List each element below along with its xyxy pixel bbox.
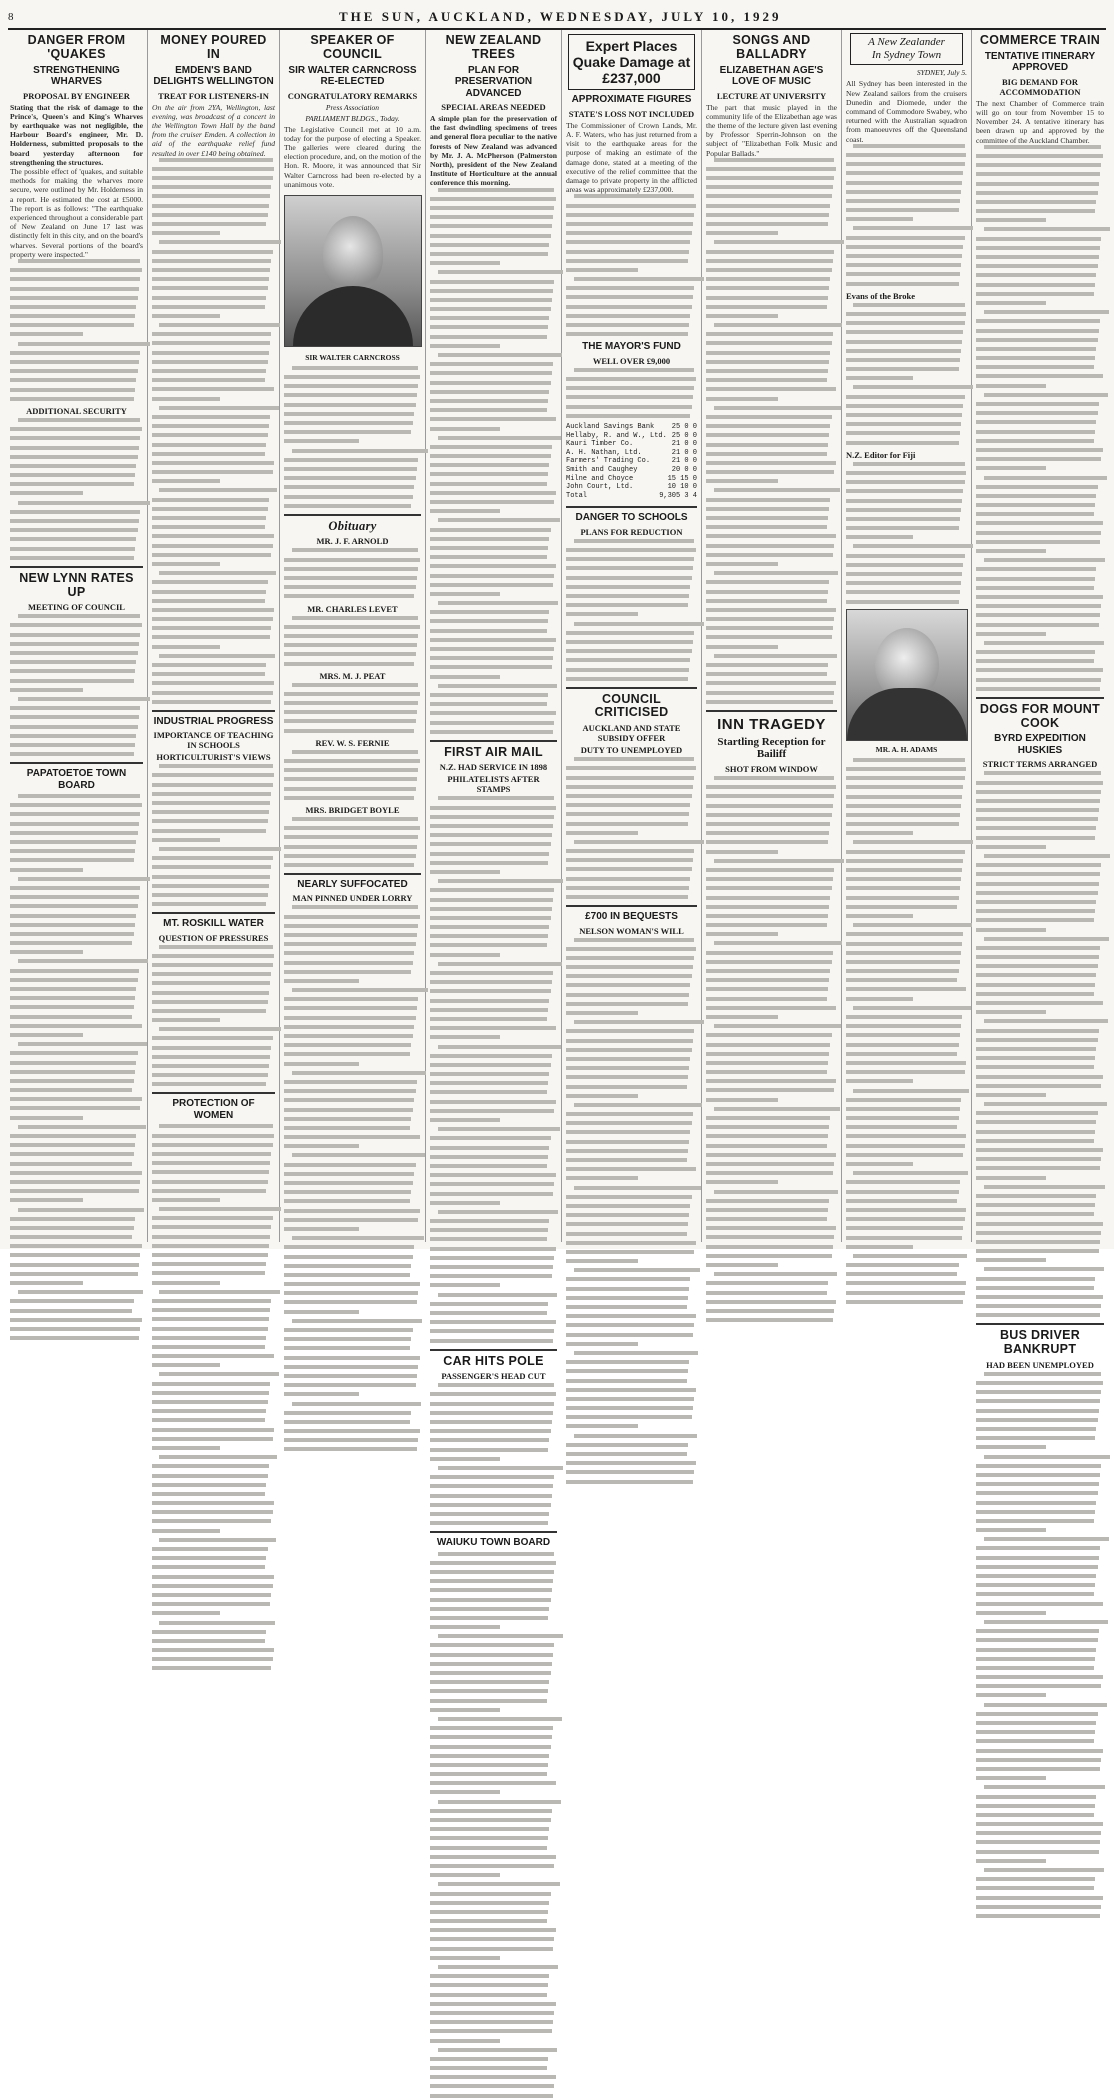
subheadline: HAD BEEN UNEMPLOYED xyxy=(986,1359,1094,1370)
subheadline: PHILATELISTS AFTER STAMPS xyxy=(447,774,540,795)
headline: WAIUKU TOWN BOARD xyxy=(436,1537,551,1549)
headline: FIRST AIR MAIL xyxy=(444,744,543,759)
article-body xyxy=(976,771,1104,1317)
obituary-name: MRS. BRIDGET BOYLE xyxy=(305,804,400,815)
subscription-amount: 25 0 0 xyxy=(671,431,697,440)
columns xyxy=(6,30,1108,1549)
headline: PAPATOETOE TOWN BOARD xyxy=(26,768,127,791)
subscription-amount: 9,305 3 4 xyxy=(659,491,697,500)
dateline: SYDNEY, July 5. xyxy=(916,68,967,78)
article-body xyxy=(566,938,697,1484)
subscription-list xyxy=(566,423,697,500)
obituary-name: MR. CHARLES LEVET xyxy=(307,603,398,614)
article-lead: The part that music played in the community life of the Elizabethan age was the theme of the lecture given last evening by Professor Sperrin-Johnson on the subject of "Elizabethan Folk Music and Popular Ballads." xyxy=(706,102,837,158)
dateline: PARLIAMENT BLDGS., Today. xyxy=(305,113,400,123)
article-lead: The next Chamber of Commerce train will go on tour from November 15 to November 24. A tentative itinerary has been drawn up and approved by the committee of the Auckland Chamber. xyxy=(976,98,1104,145)
subheadline: MEETING OF COUNCIL xyxy=(28,602,125,613)
article-body xyxy=(152,158,275,704)
photo-caption: SIR WALTER CARNCROSS xyxy=(305,352,400,362)
column-8 xyxy=(972,30,1108,1370)
subscription-amount: 21 0 0 xyxy=(671,440,697,449)
article-body xyxy=(284,616,421,666)
subscriber-name: Smith and Caughey xyxy=(566,466,638,474)
headline: COMMERCE TRAIN xyxy=(979,33,1101,47)
subheadline: IMPORTANCE OF TEACHING IN SCHOOLS xyxy=(153,730,274,751)
portrait-photo xyxy=(846,609,968,741)
subheadline: THE MAYOR'S FUND xyxy=(582,341,681,353)
subheadline: HORTICULTURIST'S VIEWS xyxy=(156,752,271,763)
subheadline: MAN PINNED UNDER LORRY xyxy=(292,893,413,904)
subheadline: CONGRATULATORY REMARKS xyxy=(287,90,418,101)
column-7 xyxy=(842,30,972,1242)
article-body xyxy=(846,462,967,604)
subheadline: NELSON WOMAN'S WILL xyxy=(579,925,684,936)
subscription-amount: 15 15 0 xyxy=(667,474,697,483)
subscriber-name: Total xyxy=(566,491,588,500)
subheadline: TREAT FOR LISTENERS-IN xyxy=(158,90,269,101)
subheadline: PLANS FOR REDUCTION xyxy=(580,526,683,537)
subscription-amount: 10 10 0 xyxy=(667,483,697,492)
column-3 xyxy=(280,30,426,1242)
article-body xyxy=(284,366,421,508)
subheadline: PASSENGER'S HEAD CUT xyxy=(441,1371,546,1382)
article-lead: The Legislative Council met at 10 a.m. today for the purpose of electing a Speaker. The galleries were cleared during the election procedure, and, on the motion of the Hon. R. Moore, it was announced that Sir Walter Carncross had been re-elected by a unanimous vote. xyxy=(284,124,421,189)
subheadline: ELIZABETHAN AGE'S LOVE OF MUSIC xyxy=(719,64,824,87)
subscription-row xyxy=(566,466,697,475)
column-title: A New Zealander xyxy=(868,36,945,48)
article-body xyxy=(152,1124,275,1670)
article-body xyxy=(284,548,421,598)
headline: DANGER TO SCHOOLS xyxy=(575,512,688,524)
subscription-amount: 21 0 0 xyxy=(671,448,697,457)
headline: £700 IN BEQUESTS xyxy=(585,911,678,922)
subheadline: EMDEN'S BAND DELIGHTS WELLINGTON xyxy=(153,64,274,87)
article-lead: On the air from 2YA, Wellington, last evening, was broadcast of a concert in the Wellington Town Hall by the band from the cruiser Emden. A collection in aid of the earthquake relief fund resulted in over £140 being obtained. xyxy=(152,102,275,158)
column-subtitle: In Sydney Town xyxy=(871,49,942,62)
article-body xyxy=(430,188,557,734)
subscription-amount: 25 0 0 xyxy=(671,423,697,432)
subscriber-name: Milne and Choyce xyxy=(566,474,634,483)
subheadline: Startling Reception for Bailiff xyxy=(717,735,826,761)
section-title: Obituary xyxy=(328,518,377,533)
subscription-amount: 21 0 0 xyxy=(671,457,697,466)
headline: NEW LYNN RATES UP xyxy=(19,570,134,599)
column-4 xyxy=(426,30,562,1549)
subscription-row xyxy=(566,432,697,441)
headline: COUNCIL CRITICISED xyxy=(594,691,669,720)
column-6 xyxy=(702,30,842,1242)
headline: NEW ZEALAND TREES xyxy=(445,33,542,61)
subscription-amount: 20 0 0 xyxy=(671,466,697,474)
subheadline: N.Z. Editor for Fiji xyxy=(846,449,916,460)
article-body xyxy=(976,145,1104,691)
subheadline: TENTATIVE ITINERARY APPROVED xyxy=(984,50,1096,74)
headline: MT. ROSKILL WATER xyxy=(163,918,264,930)
article-body xyxy=(284,683,421,733)
subheadline: DUTY TO UNEMPLOYED xyxy=(580,745,683,756)
headline: Expert Places Quake Damage at £237,000 xyxy=(572,38,691,87)
subheadline: BYRD EXPEDITION HUSKIES xyxy=(994,733,1086,756)
article-body xyxy=(846,758,967,1304)
headline: DANGER FROM 'QUAKES xyxy=(27,33,126,61)
subscription-row xyxy=(566,457,697,466)
headline: MONEY POURED IN xyxy=(160,33,267,61)
subscription-row xyxy=(566,440,697,449)
column-title-box xyxy=(850,33,963,65)
article-body xyxy=(706,158,837,704)
article-body xyxy=(284,750,421,800)
subscriber-name: A. H. Nathan, Ltd. xyxy=(566,448,642,457)
headline: INN TRAGEDY xyxy=(717,715,826,733)
article-body xyxy=(284,817,421,867)
article-lead: Stating that the risk of damage to the Prince's, Queen's and King's Wharves by earthquake was not negligible, the Harbour Board's engineer, Mr. D. Holderness, submitted proposals to the board yesterday afternoon for strengthening the structures. xyxy=(10,102,143,167)
article-body xyxy=(976,1372,1104,1918)
subheadline: N.Z. HAD SERVICE IN 1898 xyxy=(439,762,548,773)
headline: SONGS AND BALLADRY xyxy=(732,33,811,61)
subheadline: STATE'S LOSS NOT INCLUDED xyxy=(568,108,695,119)
subscriber-name: Hellaby, R. and W., Ltd. xyxy=(566,431,667,440)
subheadline: Evans of the Broke xyxy=(846,290,916,301)
article-body xyxy=(706,776,837,1322)
article-body xyxy=(566,368,697,418)
subheadline: QUESTION OF PRESSURES xyxy=(158,932,269,943)
subheadline: SPECIAL AREAS NEEDED xyxy=(441,102,546,112)
subscriber-name: Kauri Timber Co. xyxy=(566,440,634,449)
article-body xyxy=(10,614,143,756)
headline: DOGS FOR MOUNT COOK xyxy=(979,701,1101,730)
subscriber-name: John Court, Ltd. xyxy=(566,483,634,492)
subscription-row xyxy=(566,423,697,432)
headline: INDUSTRIAL PROGRESS xyxy=(153,715,274,727)
obituary-name: REV. W. S. FERNIE xyxy=(315,737,390,748)
article-body xyxy=(430,1383,557,1525)
article-body xyxy=(152,945,275,1087)
column-2 xyxy=(148,30,280,1242)
photo-caption: MR. A. H. ADAMS xyxy=(875,744,938,754)
subheadline: AUCKLAND AND STATE SUBSIDY OFFER xyxy=(582,723,681,744)
subheadline: BIG DEMAND FOR ACCOMMODATION xyxy=(999,76,1081,97)
column-5 xyxy=(562,30,702,1242)
article-body xyxy=(566,757,697,899)
subscriber-name: Farmers' Trading Co. xyxy=(566,457,651,466)
obituary-name: MR. J. F. ARNOLD xyxy=(316,536,389,547)
headline: PROTECTION OF WOMEN xyxy=(172,1098,255,1121)
article-body xyxy=(10,418,143,560)
headline: SPEAKER OF COUNCIL xyxy=(310,33,395,61)
masthead-title: THE SUN, AUCKLAND, WEDNESDAY, JULY 10, 1929 xyxy=(338,9,782,24)
page-number: 8 xyxy=(8,11,15,23)
subheadline: LECTURE AT UNIVERSITY xyxy=(716,90,827,101)
article-body xyxy=(846,144,967,286)
headline: NEARLY SUFFOCATED xyxy=(297,878,408,890)
subheadline: PROPOSAL BY ENGINEER xyxy=(23,90,130,101)
subheadline: WELL OVER £9,000 xyxy=(592,355,671,366)
portrait-photo xyxy=(284,195,422,347)
article-body: The possible effect of 'quakes, and suitable methods for making the wharves more secure, were outlined by Mr. Holderness in a report. He estimated the cost at £5000. The report is as follows: "The earthquake experienced throughout a considerable part of New Zealand on June 17 last was distinctly felt in this city, and on the board's wharves. Several portions of the board's property were inspected." xyxy=(10,166,143,259)
article-body xyxy=(10,794,143,1340)
column-1 xyxy=(6,30,148,1242)
article-body xyxy=(846,303,967,445)
article-body xyxy=(566,539,697,681)
article-body xyxy=(430,1552,557,2098)
subheadline: STRICT TERMS ARRANGED xyxy=(982,759,1098,770)
article-body xyxy=(430,796,557,1342)
masthead xyxy=(8,6,1106,30)
subscription-row xyxy=(566,449,697,458)
subheadline: ADDITIONAL SECURITY xyxy=(26,405,127,416)
obituary-name: MRS. M. J. PEAT xyxy=(319,670,386,681)
article-lead: A simple plan for the preservation of the fast dwindling specimens of trees and general flora peculiar to the native forests of New Zealand was advanced by Mr. J. A. McPherson (Palmerston North), president of the New Zealand Institute of Horticulture at the annual conference this morning. xyxy=(430,114,557,188)
subheadline: SHOT FROM WINDOW xyxy=(725,764,818,775)
subscription-row xyxy=(566,483,697,492)
byline: Press Association xyxy=(325,102,380,112)
subheadline: PLAN FOR PRESERVATION ADVANCED xyxy=(454,64,533,99)
subscription-row xyxy=(566,492,697,501)
article-lead: The Commissioner of Crown Lands, Mr. A. F. Waters, who has just returned from a visit to the earthquake areas for the purpose of making an estimate of the damage done, stated at a meeting of the executive of the relief committee that the damage to private property in the afflicted areas was approximately £237,000. xyxy=(566,120,697,195)
headline: CAR HITS POLE xyxy=(443,1353,544,1368)
article-body xyxy=(284,905,421,1451)
headline-box xyxy=(568,34,695,90)
subheadline: APPROXIMATE FIGURES xyxy=(571,94,692,106)
article-body xyxy=(566,194,697,336)
article-body xyxy=(10,259,143,401)
subheadline: SIR WALTER CARNCROSS RE-ELECTED xyxy=(288,64,417,87)
subscriber-name: Auckland Savings Bank xyxy=(566,423,655,432)
subscription-row xyxy=(566,475,697,484)
headline: BUS DRIVER BANKRUPT xyxy=(999,1328,1081,1357)
subheadline: STRENGTHENING WHARVES xyxy=(33,64,120,87)
article-lead: All Sydney has been interested in the New Zealand sailors from the cruisers Dunedin and Diomede, under the command of Commodore Swabey, who returned with the Australian squadron from manoeuvres off the Queensland coast. xyxy=(846,79,967,144)
article-body xyxy=(152,764,275,906)
